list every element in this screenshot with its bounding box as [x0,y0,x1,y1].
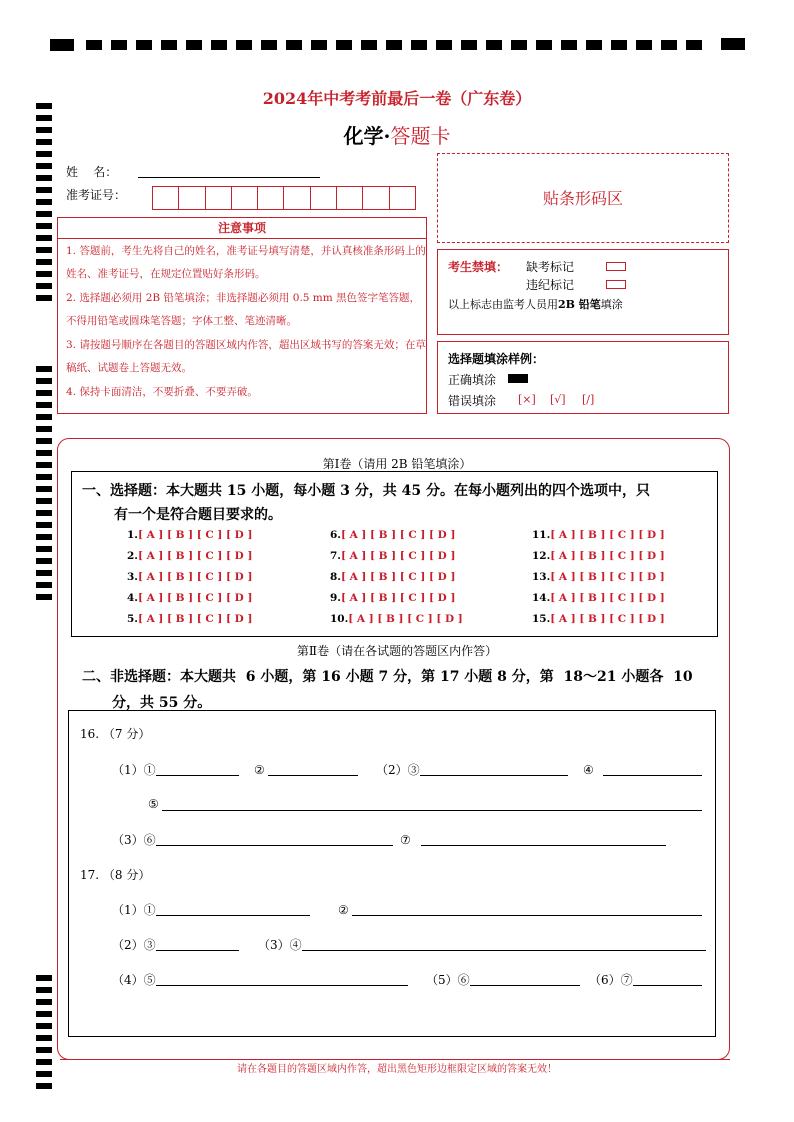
notes-item-1: 1. 答题前，考生先将自己的姓名，准考证号填写清楚，并认真核准条形码上的姓名、准考证号，在规定位置贴好条形码。 [66,245,426,280]
mcq-column-2 [330,525,463,630]
part2-header: 第Ⅱ卷（请在各试题的答题区内作答） [296,644,498,658]
correct-fill-label: 正确填涂 [448,373,497,387]
id-digit-box[interactable] [311,186,337,210]
mcq-question[interactable]: 4.[ A ] [ B ] [ C ] [ D ] [127,592,253,604]
id-digit-box[interactable] [179,186,205,210]
mcq-title-line2: 有一个是符合题目要求的。 [114,507,282,523]
q16-blank-6[interactable] [156,845,393,846]
wrong-mark-check: [√] [550,393,566,406]
card-label: 答题卡 [390,124,451,148]
violation-label: 违纪标记 [526,278,575,292]
student-id-label: 准考证号： [66,188,127,202]
q16-blank-1[interactable] [156,775,239,776]
id-digit-box[interactable] [284,186,310,210]
q16-blank-4-label: ④ [583,763,594,777]
example-box [437,341,729,414]
absent-mark-box[interactable] [606,262,626,271]
wrong-mark-x: [×] [518,393,536,406]
q17-blank-7[interactable] [633,985,702,986]
mcq-question[interactable]: 1.[ A ] [ B ] [ C ] [ D ] [127,529,253,541]
q17-blank-5[interactable] [156,985,408,986]
mcq-question[interactable]: 14.[ A ] [ B ] [ C ] [ D ] [532,592,665,604]
mcq-question[interactable]: 10.[ A ] [ B ] [ C ] [ D ] [330,613,463,625]
title-dot: · [383,124,391,148]
example-title: 选择题填涂样例： [448,352,545,366]
part2-title-line1: 二、非选择题：本大题共 6 小题，第 16 小题 7 分，第 17 小题 8 分，第 18～21 小题各 10 [82,669,693,685]
mcq-question[interactable]: 7.[ A ] [ B ] [ C ] [ D ] [330,550,456,562]
subject-name: 化学 [343,124,384,148]
mcq-question[interactable]: 11.[ A ] [ B ] [ C ] [ D ] [532,529,665,541]
card-title [0,120,794,149]
wrong-mark-slash: [/] [582,393,595,406]
q17-blank-2[interactable] [352,915,702,916]
part2-title-line2: 分，共 55 分。 [112,695,212,711]
mcq-question[interactable]: 8.[ A ] [ B ] [ C ] [ D ] [330,571,456,583]
q17-blank-5-label: （4）⑤ [112,973,156,987]
q16-blank-2-label: ② [254,763,265,777]
q17-title: 17. （8 分） [80,868,151,882]
q17-blank-6-label: （5）⑥ [426,973,470,987]
barcode-label: 贴条形码区 [542,189,623,208]
correct-fill-sample [508,374,528,383]
q16-blank-5-label: ⑤ [148,797,159,811]
notes-item-2: 2. 选择题必须用 2B 铅笔填涂；非选择题必须用 0.5 mm 黑色签字笔答题，不得用铅笔或圆珠笔答题；字体工整、笔迹清晰。 [66,292,421,327]
student-id-boxes[interactable] [152,186,416,210]
mcq-question[interactable]: 2.[ A ] [ B ] [ C ] [ D ] [127,550,253,562]
q16-blank-6-label: （3）⑥ [112,833,156,847]
mcq-question[interactable]: 6.[ A ] [ B ] [ C ] [ D ] [330,529,456,541]
part1-header: 第Ⅰ卷（请用 2B 铅笔填涂） [322,457,472,471]
q16-blank-3-label: （2）③ [376,763,420,777]
notes-item-4: 4. 保持卡面清洁，不要折叠、不要弄破。 [66,386,258,398]
q16-blank-3[interactable] [420,775,568,776]
id-digit-box[interactable] [390,186,416,210]
mcq-question[interactable]: 5.[ A ] [ B ] [ C ] [ D ] [127,613,253,625]
name-label: 姓 名： [66,165,118,179]
free-response-box [68,710,716,1037]
id-digit-box[interactable] [232,186,258,210]
violation-mark-box[interactable] [606,280,626,289]
id-digit-box[interactable] [337,186,363,210]
q16-blank-2[interactable] [268,775,358,776]
forbidden-label: 考生禁填： [448,260,509,274]
q17-blank-7-label: （6）⑦ [589,973,633,987]
footer-warning: 请在各题目的答题区域内作答，超出黑色矩形边框限定区域的答案无效！ [237,1064,557,1075]
barcode-area[interactable] [437,153,729,243]
mcq-question[interactable]: 9.[ A ] [ B ] [ C ] [ D ] [330,592,456,604]
q17-blank-4-label: （3）④ [258,938,302,952]
id-digit-box[interactable] [258,186,284,210]
q17-blank-3[interactable] [156,950,239,951]
q17-blank-4[interactable] [302,950,706,951]
exam-title: 2024年中考考前最后一卷（广东卷） [262,89,532,108]
notes-title: 注意事项 [58,218,426,239]
q17-blank-1-label: （1）① [112,903,156,917]
q16-blank-5[interactable] [162,810,702,811]
q17-blank-6[interactable] [470,985,580,986]
forbidden-box [437,249,729,335]
mcq-column-1 [127,525,252,630]
wrong-fill-label: 错误填涂 [448,394,497,408]
q16-title: 16. （7 分） [80,727,151,741]
id-digit-box[interactable] [153,186,179,210]
absent-label: 缺考标记 [526,260,575,274]
mcq-column-3 [532,525,665,630]
q17-blank-1[interactable] [156,915,310,916]
mcq-question[interactable]: 15.[ A ] [ B ] [ C ] [ D ] [532,613,665,625]
q17-blank-3-label: （2）③ [112,938,156,952]
q16-blank-7[interactable] [421,845,666,846]
q16-blank-7-label: ⑦ [400,833,411,847]
q16-blank-4[interactable] [603,775,702,776]
name-field[interactable] [138,177,320,178]
q17-blank-2-label: ② [338,903,349,917]
q16-blank-1-label: （1）① [112,763,156,777]
id-digit-box[interactable] [206,186,232,210]
forbidden-note: 以上标志由监考人员用2B 铅笔填涂 [448,298,623,311]
notes-item-3: 3. 请按题号顺序在各题目的答题区域内作答，超出区域书写的答案无效；在草稿纸、试题卷上答题无效。 [66,339,426,374]
mcq-question[interactable]: 3.[ A ] [ B ] [ C ] [ D ] [127,571,253,583]
notes-box [57,217,427,414]
mcq-box [71,471,718,637]
mcq-title-line1: 一、选择题：本大题共 15 小题，每小题 3 分，共 45 分。在每小题列出的四个选项中，只 [82,483,650,499]
mcq-question[interactable]: 13.[ A ] [ B ] [ C ] [ D ] [532,571,665,583]
mcq-question[interactable]: 12.[ A ] [ B ] [ C ] [ D ] [532,550,665,562]
id-digit-box[interactable] [363,186,389,210]
